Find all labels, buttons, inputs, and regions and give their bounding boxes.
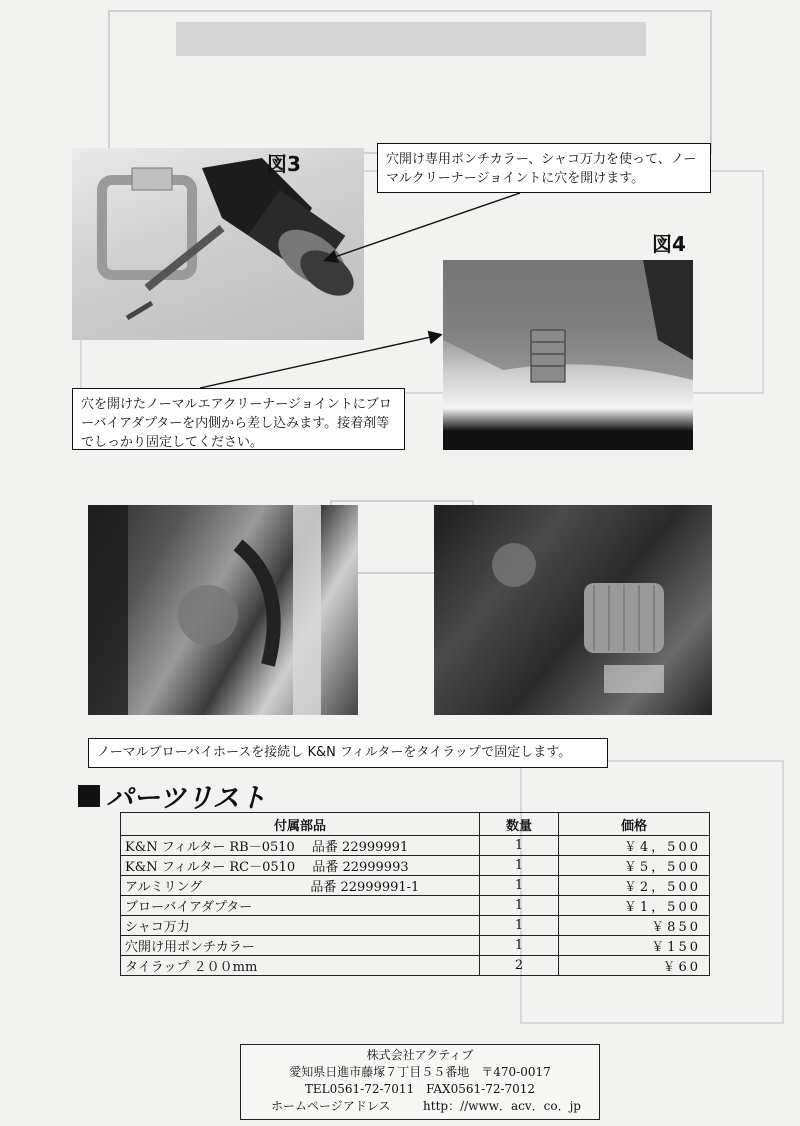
header-quantity: 数量 [480,813,559,836]
table-row [121,916,710,936]
callout-insert-adapter: 穴を開けたノーマルエアクリーナージョイントにブローバイアダプターを内側から差し込みます。接着剤等でしっかり固定してください。 [72,388,405,450]
parts-table-header [121,813,710,836]
part-name: シャコ万力 [121,916,480,936]
table-row [121,856,710,876]
table-row [121,876,710,896]
part-price: ￥4，500 [559,836,710,856]
table-row [121,896,710,916]
part-qty: 1 [480,836,559,856]
part-qty: 1 [480,916,559,936]
part-name: タイラップ ２００mm [121,956,480,976]
part-price: ￥850 [559,916,710,936]
table-row [121,956,710,976]
part-price: ￥60 [559,956,710,976]
callout-punch-collar: 穴開け専用ポンチカラー、シャコ万力を使って、ノーマルクリーナージョイントに穴を開けます。 [377,143,711,193]
part-qty: 1 [480,876,559,896]
engine-photo-right [434,505,712,715]
table-row [121,836,710,856]
part-qty: 1 [480,936,559,956]
part-name: K&N フィルター RB－0510 品番 22999991 [121,836,480,856]
company-info-box [240,1044,600,1120]
part-price: ￥5，500 [559,856,710,876]
part-name: 穴開け用ポンチカラー [121,936,480,956]
parts-list-heading [78,776,266,815]
part-qty: 1 [480,896,559,916]
part-price: ￥1，500 [559,896,710,916]
company-address: 愛知県日進市藤塚７丁目５５番地 〒470-0017 [289,1065,551,1079]
header-price: 価格 [559,813,710,836]
part-name: アルミリング 品番 22999991-1 [121,876,480,896]
parts-table [120,812,710,976]
homepage-url: http：//www．acv．co．jp [423,1099,581,1113]
part-price: ￥150 [559,936,710,956]
parts-list-title: パーツリスト [106,783,267,814]
part-qty: 1 [480,856,559,876]
header-parts: 付属部品 [121,813,480,836]
part-price: ￥2，500 [559,876,710,896]
company-phone: TEL0561-72-7011 FAX0561-72-7012 [304,1082,536,1096]
company-homepage [241,1098,599,1115]
table-row [121,936,710,956]
part-name: K&N フィルター RC－0510 品番 22999993 [121,856,480,876]
arrow-to-figure-4 [200,335,440,388]
part-qty: 2 [480,956,559,976]
company-name: 株式会社アクティブ [366,1048,474,1062]
part-name: ブローバイアダプター [121,896,480,916]
figure-3-label: 図3 [267,152,301,176]
arrow-to-figure-3 [326,193,520,260]
callout-connect-hose: ノーマルブローバイホースを接続し K&N フィルターをタイラップで固定します。 [88,738,608,768]
homepage-label: ホームページアドレス [271,1099,391,1113]
engine-photo-left [88,505,358,715]
heading-square-icon [78,785,100,807]
figure-4-label: 図4 [652,232,686,256]
